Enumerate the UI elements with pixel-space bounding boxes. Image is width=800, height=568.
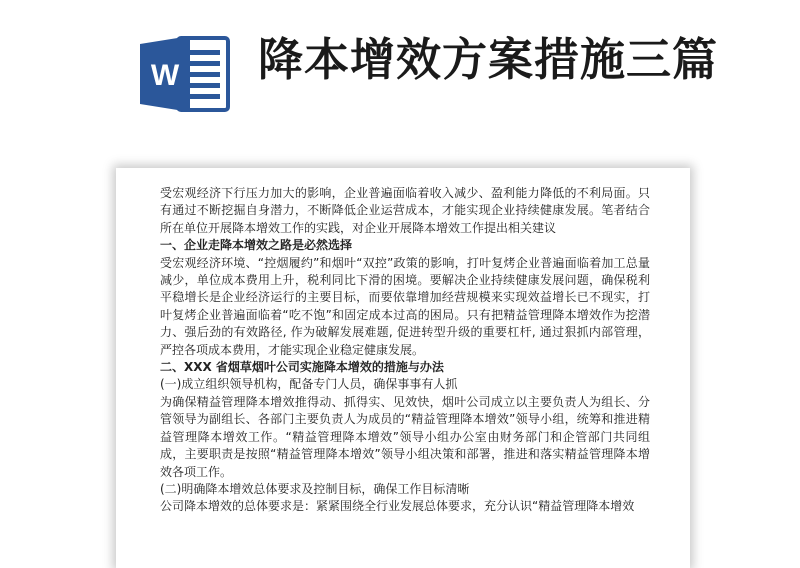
word-icon-letter: W [150,59,180,92]
page-title: 降本增效方案措施三篇 [258,33,719,86]
doc-subheading: (二)明确降本增效总体要求及控制目标，确保工作目标清晰 [160,481,470,496]
doc-heading: 一、企业走降本增效之路是必然选择 [160,238,353,253]
document-page [116,168,690,568]
doc-subheading: (一)成立组织领导机构，配备专门人员，确保事事有人抓 [160,377,458,392]
doc-heading: 二、XXX 省烟草烟叶公司实施降本增效的措施与办法 [160,360,444,375]
doc-paragraph: 为确保精益管理降本增效推得动、抓得实、见效快，烟叶公司成立以主要负责人为组长、分管领导为副组长、各部门主要负责人为成员的“精益管理降本增效”领导小组，统筹和推进精益管理降本增效工作。“精益管理降本增效”领导小组办公室由财务部门和企管部门共同组成，主要职责是按照“精益管理降本增效”领导小组决策和部署，推进和落实精益管理降本增效各项工作。 [160,394,650,479]
doc-paragraph: 公司降本增效的总体要求是：紧紧围绕全行业发展总体要求，充分认识“精益管理降本增效 [160,499,635,514]
document-body [160,185,650,516]
doc-paragraph: 受宏观经济下行压力加大的影响，企业普遍面临着收入减少、盈利能力降低的不利局面。只有通过不断挖掘自身潜力，不断降低企业运营成本，才能实现企业持续健康发展。笔者结合所在单位开展降本增效工作的实践，对企业开展降本增效工作提出相关建议 [160,186,650,235]
word-icon [138,34,230,114]
doc-paragraph: 受宏观经济环境、“控烟履约”和烟叶“双控”政策的影响，打叶复烤企业普遍面临着加工总量减少，单位成本费用上升，税利同比下滑的困境。要解决企业持续健康发展问题，确保税利平稳增长是企业经济运行的主要目标，而要依靠增加经营规模来实现效益增长已不现实，打叶复烤企业普遍面临着“吃不饱”和固定成本过高的困局。只有把精益管理降本增效作为挖潜力、强后劲的有效路径, 作为破解发展难题, 促进转型升级的重要杠杆, 通过狠抓内部管理，严控各项成本费用，才能实现企业稳定健康发展。 [160,255,650,357]
